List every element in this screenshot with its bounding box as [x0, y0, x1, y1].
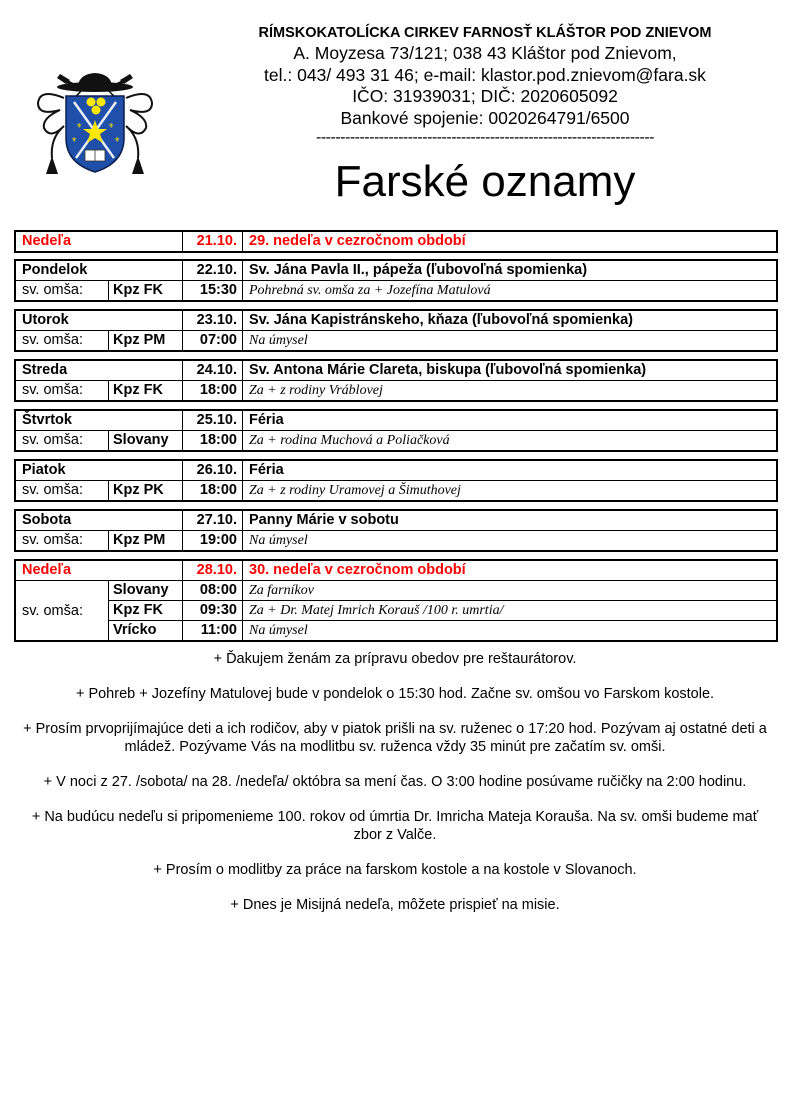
day-name: Pondelok: [16, 261, 183, 280]
mass-place: Kpz PK: [109, 481, 183, 500]
mass-place: Kpz PM: [109, 331, 183, 350]
parish-header: [220, 24, 750, 145]
mass-time: 18:00: [183, 381, 243, 400]
day-date: 28.10.: [183, 561, 243, 580]
mass-place: Slovany: [109, 581, 183, 600]
day-name: Sobota: [16, 511, 183, 530]
announcement: + Na budúcu nedeľu si pripomenieme 100. rokov od úmrtia Dr. Imricha Mateja Korauša. Na sv. omši budeme mať zbor z Valče.: [31, 809, 759, 843]
mass-intention: Za farníkov: [249, 583, 314, 598]
mass-label: sv. omša:: [16, 281, 109, 300]
day-feast: Féria: [249, 462, 284, 478]
mass-row: [16, 330, 776, 350]
mass-place: Kpz FK: [109, 601, 183, 620]
svg-text:⚜: ⚜: [114, 137, 121, 144]
mass-row: [16, 380, 776, 400]
announcements: [20, 650, 770, 931]
mass-label: sv. omša:: [16, 381, 109, 400]
mass-time: 09:30: [183, 601, 243, 620]
day-date: 26.10.: [183, 461, 243, 480]
announcement: + Ďakujem ženám za prípravu obedov pre reštaurátorov.: [213, 651, 577, 667]
day-date: 25.10.: [183, 411, 243, 430]
mass-row: [16, 280, 776, 300]
mass-row: [16, 480, 776, 500]
parish-ids: IČO: 31939031; DIČ: 2020605092: [352, 86, 618, 106]
header-separator: ----------------------------------------------------------------------: [316, 129, 654, 146]
mass-intention: Pohrebná sv. omša za + Jozefína Matulová: [249, 283, 491, 298]
day-feast: Sv. Jána Kapistránskeho, kňaza (ľubovoľná spomienka): [249, 312, 633, 328]
svg-text:⚜: ⚜: [76, 123, 83, 130]
announcement: + V noci z 27. /sobota/ na 28. /nedeľa/ októbra sa mení čas. O 3:00 hodine posúvame ručičky na 2:00 hodinu.: [43, 774, 747, 790]
day-block-saturday: [14, 509, 778, 552]
mass-intention: Za + Dr. Matej Imrich Korauš /100 r. umrtia/: [249, 603, 504, 618]
day-name: Streda: [16, 361, 183, 380]
mass-intention: Za + rodina Muchová a Poliačková: [249, 433, 450, 448]
mass-intention: Na úmysel: [249, 623, 308, 638]
day-block-sunday-1: [14, 230, 778, 253]
day-feast: 29. nedeľa v cezročnom období: [249, 233, 466, 249]
mass-intention: Za + z rodiny Uramovej a Šimuthovej: [249, 483, 461, 498]
day-date: 22.10.: [183, 261, 243, 280]
day-feast: Sv. Antona Márie Clareta, biskupa (ľubovoľná spomienka): [249, 362, 647, 378]
mass-label: sv. omša:: [16, 581, 109, 640]
day-block-sunday-2: [14, 559, 778, 642]
day-date: 23.10.: [183, 311, 243, 330]
day-block-friday: [14, 459, 778, 502]
announcement: + Prosím o modlitby za práce na farskom kostole a na kostole v Slovanoch.: [153, 862, 637, 878]
mass-time: 07:00: [183, 331, 243, 350]
parish-bank: Bankové spojenie: 0020264791/6500: [340, 107, 630, 128]
mass-time: 18:00: [183, 481, 243, 500]
day-feast: Sv. Jána Pavla II., pápeža (ľubovoľná spomienka): [249, 262, 588, 278]
mass-intention: Na úmysel: [249, 533, 308, 548]
mass-label: sv. omša:: [16, 481, 109, 500]
parish-crest-icon: [30, 68, 160, 178]
svg-text:⚜: ⚜: [108, 123, 115, 130]
day-feast: Panny Márie v sobotu: [249, 512, 399, 528]
day-name: Nedeľa: [16, 232, 183, 251]
mass-label: sv. omša:: [16, 531, 109, 550]
parish-address: A. Moyzesa 73/121; 038 43 Kláštor pod Znievom,: [293, 43, 677, 63]
svg-text:⚜: ⚜: [71, 137, 78, 144]
mass-row: [109, 600, 776, 620]
day-block-tuesday: [14, 309, 778, 352]
day-block-monday: [14, 259, 778, 302]
mass-time: 08:00: [183, 581, 243, 600]
day-feast: Féria: [249, 412, 284, 428]
day-block-thursday: [14, 409, 778, 452]
mass-label: sv. omša:: [16, 331, 109, 350]
day-date: 24.10.: [183, 361, 243, 380]
mass-label: sv. omša:: [16, 431, 109, 450]
mass-row: [16, 530, 776, 550]
mass-place: Kpz FK: [109, 381, 183, 400]
announcement: + Dnes je Misijná nedeľa, môžete prispieť na misie.: [230, 897, 560, 913]
day-date: 21.10.: [183, 232, 243, 251]
mass-row: [16, 430, 776, 450]
announcement: + Pohreb + Jozefíny Matulovej bude v pondelok o 15:30 hod. Začne sv. omšou vo Farskom kostole.: [75, 686, 715, 702]
mass-place: Kpz FK: [109, 281, 183, 300]
mass-place: Kpz PM: [109, 531, 183, 550]
day-feast: 30. nedeľa v cezročnom období: [249, 562, 466, 578]
announcement: + Prosím prvoprijímajúce deti a ich rodičov, aby v piatok prišli na sv. ruženec o 17:20 hod. Pozývam aj ostatné deti a mládež. Pozývame Vás na modlitbu sv. ruženca vždy 35 minút pre začatím sv. omši.: [23, 721, 767, 755]
parish-name: RÍMSKOKATOLÍCKA CIRKEV FARNOSŤ KLÁŠTOR POD ZNIEVOM: [258, 25, 712, 41]
mass-time: 11:00: [183, 621, 243, 640]
day-name: Utorok: [16, 311, 183, 330]
mass-intention: Na úmysel: [249, 333, 308, 348]
day-name: Štvrtok: [16, 411, 183, 430]
mass-time: 18:00: [183, 431, 243, 450]
mass-place: Vrícko: [109, 621, 183, 640]
day-block-wednesday: [14, 359, 778, 402]
mass-row: [109, 620, 776, 640]
day-date: 27.10.: [183, 511, 243, 530]
mass-row: [109, 581, 776, 600]
parish-contact: tel.: 043/ 493 31 46; e-mail: klastor.pod.znievom@fara.sk: [264, 64, 706, 85]
day-name: Nedeľa: [16, 561, 183, 580]
mass-intention: Za + z rodiny Vráblovej: [249, 383, 383, 398]
page-title: Farské oznamy: [334, 157, 636, 206]
day-name: Piatok: [16, 461, 183, 480]
mass-time: 15:30: [183, 281, 243, 300]
mass-place: Slovany: [109, 431, 183, 450]
mass-time: 19:00: [183, 531, 243, 550]
